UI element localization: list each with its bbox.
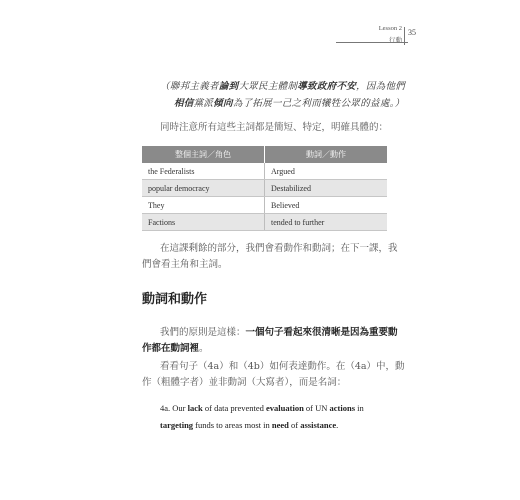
quote-text: ，因為: [356, 81, 386, 92]
quote-bold: 相信: [174, 98, 194, 109]
table-cell: the Federalists: [142, 163, 265, 180]
table-header-row: [142, 146, 387, 163]
principle-end: 。: [199, 343, 209, 354]
quote-text: （: [160, 81, 170, 92]
table-row: [142, 180, 387, 197]
remaining-line-2: 們會看主角和主詞。: [142, 259, 228, 270]
quote-text: 聯邦主義者: [169, 81, 219, 92]
example-text: of data prevented: [204, 403, 264, 413]
principle-bold: 一個句子看起來很清晰是因為重要動: [245, 327, 398, 338]
principle-line-2: [142, 341, 209, 356]
principle-line-1: [160, 325, 398, 340]
lesson-label: Lesson 2: [378, 25, 402, 32]
quote-text: 大眾民主體制: [238, 81, 298, 92]
example-bold: need: [271, 420, 289, 430]
quote-line-2: [160, 95, 408, 112]
example-label: 4a.: [160, 403, 171, 413]
example-text: of UN: [305, 403, 328, 413]
table-cell: Argued: [265, 163, 388, 180]
chapter-label: 行動: [389, 36, 402, 44]
quote-bold: 傾向: [213, 98, 233, 109]
remaining-line-1: 在這課剩餘的部分，我們會看動作和動詞；在下一課，我: [160, 243, 398, 254]
example-text: in: [357, 403, 364, 413]
example-bold: actions: [329, 403, 356, 413]
principle-lead: 我們的原則是這樣：: [160, 327, 246, 338]
table-cell: Destabilized: [265, 180, 388, 197]
example-bold: targeting: [160, 420, 194, 430]
example-4a: [160, 400, 400, 434]
principle-bold: 作都在動詞裡: [142, 343, 200, 354]
quote-text: 。）: [389, 98, 405, 109]
example-line-1: [160, 400, 400, 417]
example-text: funds to areas most in: [195, 420, 270, 430]
table-row: [142, 214, 387, 231]
table-cell: Believed: [265, 197, 388, 214]
quote-bold: 導致政府: [297, 81, 337, 92]
section-title: 動詞和動作: [142, 292, 208, 307]
column-header-verb: 動詞／動作: [265, 146, 388, 163]
quote-line-1: [160, 78, 408, 95]
quote-bold: 論到: [218, 81, 239, 92]
quote-text: 黨派: [193, 98, 214, 109]
look-line-2: 作（粗體字者）並非動詞（大寫者），而是名詞：: [142, 377, 347, 388]
table-cell: Factions: [142, 214, 265, 231]
intro-paragraph: 同時注意所有這些主詞都是簡短、特定，明確具體的：: [160, 122, 389, 133]
header-divider: [404, 27, 405, 45]
example-bold: lack: [187, 403, 203, 413]
table-row: [142, 163, 387, 180]
quote-block: [160, 78, 408, 112]
running-header: [379, 25, 402, 44]
example-text: .: [336, 420, 339, 430]
subject-verb-table: [142, 146, 387, 231]
example-bold: evaluation: [266, 403, 304, 413]
header-rule: [336, 42, 408, 43]
example-text: of: [291, 420, 299, 430]
table-cell: They: [142, 197, 265, 214]
table-cell: tended to further: [265, 214, 388, 231]
quote-text: 他們: [385, 81, 406, 92]
table-cell: popular democracy: [142, 180, 265, 197]
example-bold: assistance: [300, 420, 337, 430]
example-line-2: [160, 417, 400, 434]
column-header-subject: 整個主詞／角色: [142, 146, 265, 163]
page-number: 35: [408, 28, 416, 37]
example-text: Our: [172, 403, 186, 413]
table-row: [142, 197, 387, 214]
quote-bold: 不安: [336, 81, 357, 92]
look-line-1: 看看句子（4a）和（4b）如何表達動作。在（4a）中，動: [160, 361, 405, 372]
quote-text: 為了拓展一己之利而犧牲公眾的益處: [232, 98, 390, 109]
